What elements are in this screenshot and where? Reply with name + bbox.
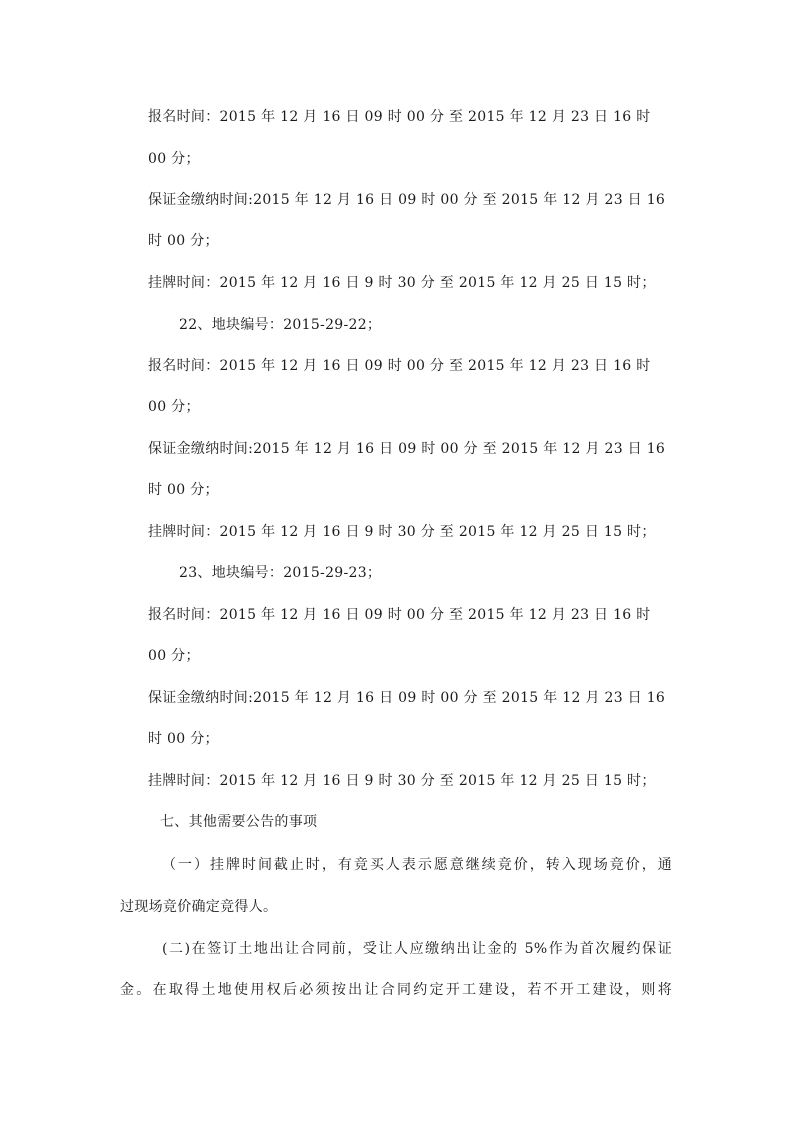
deposit-time-line-end: 时 00 分； <box>148 482 219 498</box>
registration-time-line-end: 00 分； <box>148 399 200 415</box>
listing-time-line: 挂牌时间：2015 年 12 月 16 日 9 时 30 分 至 2015 年 12 月 25 日 15 时； <box>148 524 656 540</box>
deposit-time-line-end: 时 00 分； <box>148 731 219 747</box>
deposit-time-line: 保证金缴纳时间:2015 年 12 月 16 日 09 时 00 分 至 2015 年 12 月 23 日 16 <box>148 690 666 706</box>
section-heading: 七、其他需要公告的事项 <box>160 814 318 830</box>
deposit-time-line: 保证金缴纳时间:2015 年 12 月 16 日 09 时 00 分 至 2015 年 12 月 23 日 16 <box>148 192 666 208</box>
plot-number-heading: 23、地块编号：2015-29-23； <box>179 565 382 581</box>
paragraph-line: 过现场竞价确定竞得人。 <box>120 899 278 915</box>
registration-time-line: 报名时间：2015 年 12 月 16 日 09 时 00 分 至 2015 年 12 月 23 日 16 时 <box>148 358 651 374</box>
paragraph-line: 金。在取得土地使用权后必须按出让合同约定开工建设，若不开工建设，则将 <box>120 982 672 998</box>
registration-time-line-end: 00 分； <box>148 151 200 167</box>
paragraph-line: (二)在签订土地出让合同前，受让人应缴纳出让金的 5%作为首次履约保证 <box>162 941 672 957</box>
listing-time-line: 挂牌时间：2015 年 12 月 16 日 9 时 30 分 至 2015 年 12 月 25 日 15 时； <box>148 773 656 789</box>
plot-number-heading: 22、地块编号：2015-29-22； <box>179 317 382 333</box>
deposit-time-line: 保证金缴纳时间:2015 年 12 月 16 日 09 时 00 分 至 2015 年 12 月 23 日 16 <box>148 441 666 457</box>
registration-time-line: 报名时间：2015 年 12 月 16 日 09 时 00 分 至 2015 年 12 月 23 日 16 时 <box>148 607 651 623</box>
registration-time-line-end: 00 分； <box>148 648 200 664</box>
paragraph-line: （一）挂牌时间截止时，有竞买人表示愿意继续竞价，转入现场竞价，通 <box>162 857 672 873</box>
listing-time-line: 挂牌时间：2015 年 12 月 16 日 9 时 30 分 至 2015 年 12 月 25 日 15 时； <box>148 275 656 291</box>
registration-time-line: 报名时间：2015 年 12 月 16 日 09 时 00 分 至 2015 年 12 月 23 日 16 时 <box>148 109 651 125</box>
deposit-time-line-end: 时 00 分； <box>148 233 219 249</box>
